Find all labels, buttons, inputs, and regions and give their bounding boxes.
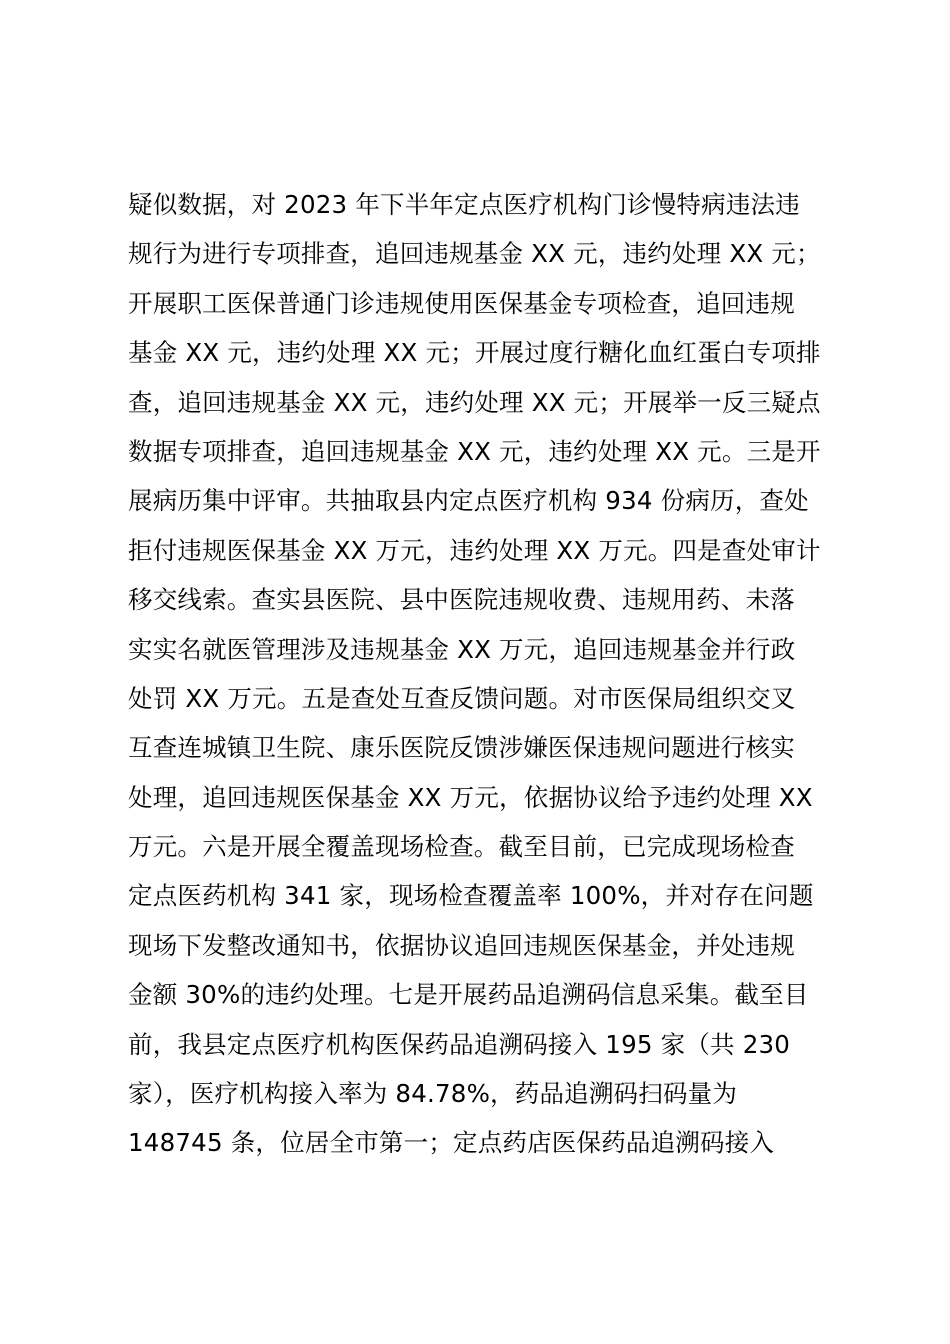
text-line-6: 数据专项排查，追回违规基金 XX 元，违约处理 XX 元。三是开	[128, 436, 821, 466]
text-line-10: 实实名就医管理涉及违规基金 XX 万元，追回违规基金并行政	[128, 634, 796, 664]
text-line-3: 开展职工医保普通门诊违规使用医保基金专项检查，追回违规	[128, 288, 795, 318]
text-line-4: 基金 XX 元，违约处理 XX 元；开展过度行糖化血红蛋白专项排	[128, 338, 821, 368]
text-line-16: 现场下发整改通知书，依据协议追回违规医保基金，并处违规	[128, 930, 795, 960]
text-line-8: 拒付违规医保基金 XX 万元，违约处理 XX 万元。四是查处审计	[128, 535, 821, 565]
text-line-18: 前，我县定点医疗机构医保药品追溯码接入 195 家（共 230	[128, 1029, 791, 1059]
text-line-9: 移交线索。查实县医院、县中医院违规收费、违规用药、未落	[128, 585, 795, 615]
text-line-2: 规行为进行专项排查，追回违规基金 XX 元，违约处理 XX 元；	[128, 239, 821, 269]
text-line-20: 148745 条，位居全市第一；定点药店医保药品追溯码接入	[128, 1128, 775, 1158]
text-line-12: 互查连城镇卫生院、康乐医院反馈涉嫌医保违规问题进行核实	[128, 733, 795, 763]
text-line-7: 展病历集中评审。共抽取县内定点医疗机构 934 份病历，查处	[128, 486, 809, 516]
text-line-19: 家），医疗机构接入率为 84.78%，药品追溯码扫码量为	[128, 1079, 738, 1109]
text-line-14: 万元。六是开展全覆盖现场检查。截至目前，已完成现场检查	[128, 832, 795, 862]
text-line-1: 疑似数据，对 2023 年下半年定点医疗机构门诊慢特病违法违	[128, 190, 800, 219]
body-paragraph	[128, 180, 833, 1168]
text-line-15: 定点医药机构 341 家，现场检查覆盖率 100%，并对存在问题	[128, 881, 814, 911]
text-line-17: 金额 30%的违约处理。七是开展药品追溯码信息采集。截至目	[128, 980, 809, 1010]
text-line-11: 处罚 XX 万元。五是查处互查反馈问题。对市医保局组织交叉	[128, 683, 796, 713]
text-line-13: 处理，追回违规医保基金 XX 万元，依据协议给予违约处理 XX	[128, 782, 813, 812]
text-line-5: 查，追回违规基金 XX 元，违约处理 XX 元；开展举一反三疑点	[128, 387, 821, 417]
